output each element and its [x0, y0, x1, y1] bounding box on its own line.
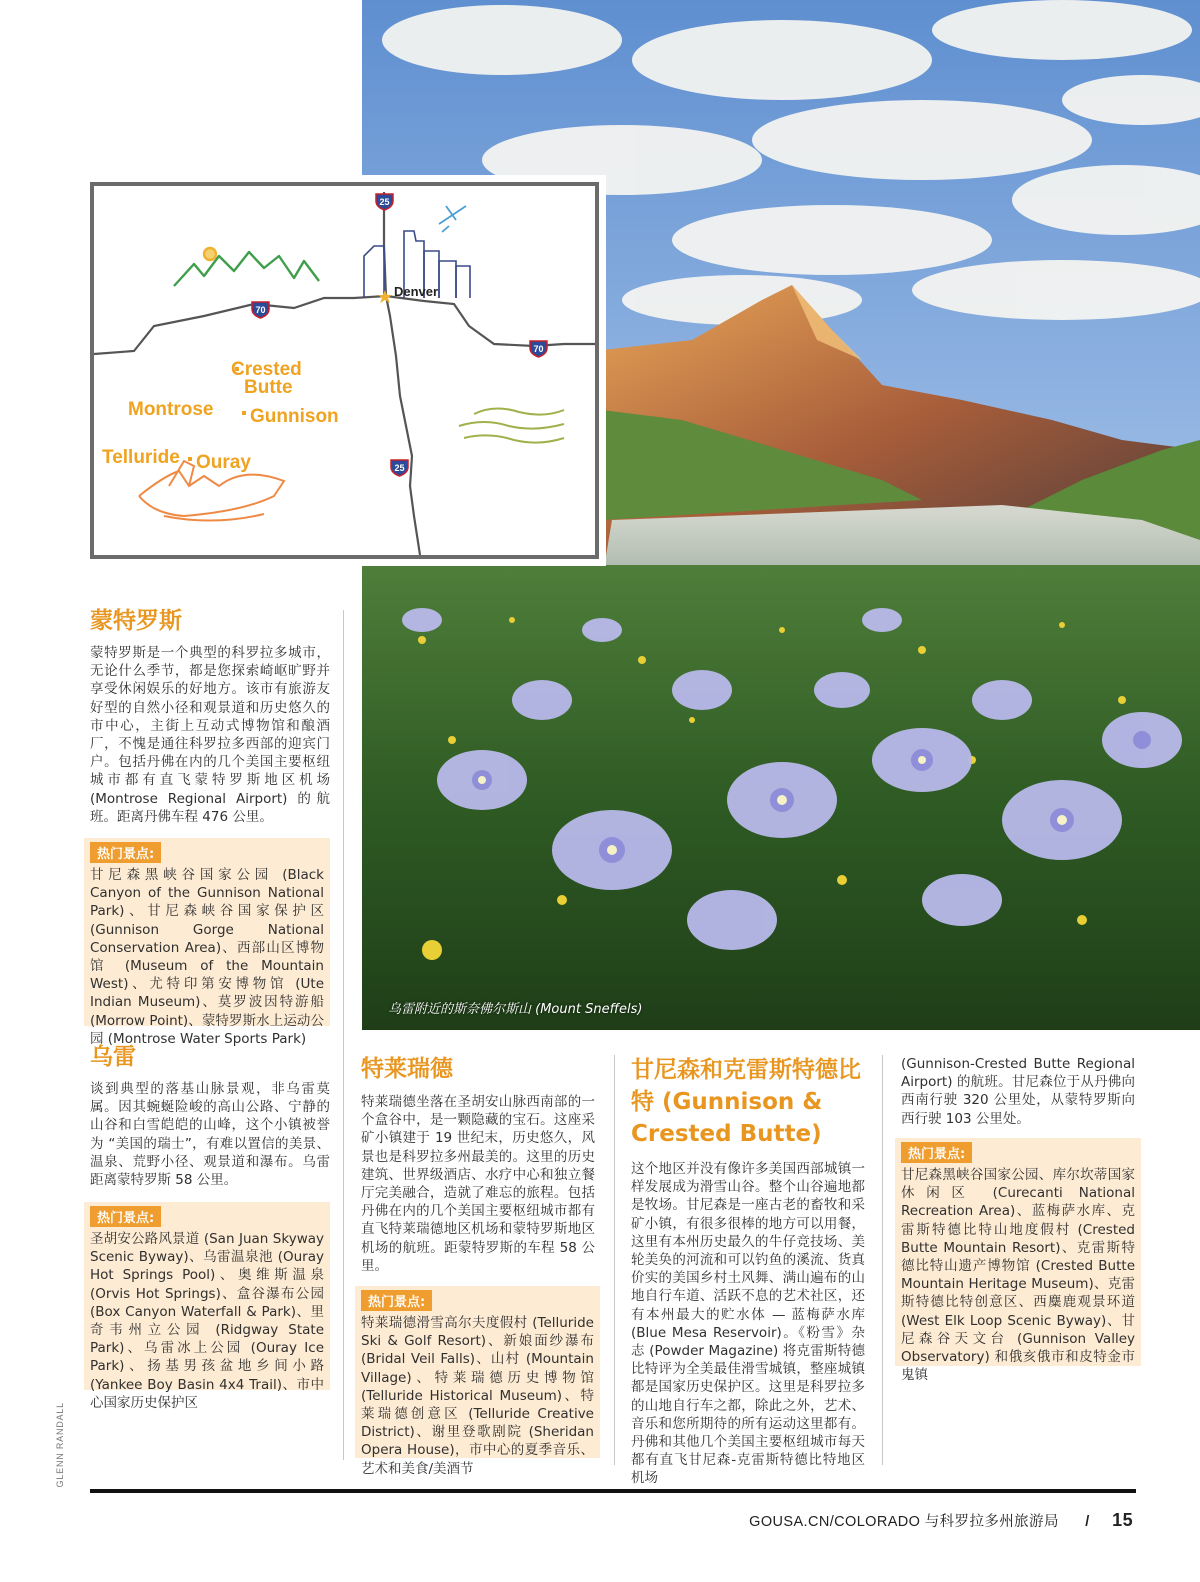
map-label-crested: Crested [231, 359, 302, 380]
section-title-montrose: 蒙特罗斯 [90, 608, 182, 634]
hot-spots-body-ouray: 圣胡安公路风景道 (San Juan Skyway Scenic Byway)、乌雷温泉池 (Ouray Hot Springs Pool)、奥维斯温泉 (Orvis Hot Springs)、盒谷瀑布公园 (Box Canyon Waterfall & Park)、里奇韦州立公园 (Ridgway State Park)、乌雷冰上公园 (Ouray Ice Park)、扬基男孩盆地乡间小路 (Yankee Boy Basin 4x4 Trail)、市中心国家历史保护区 [90, 1231, 324, 1411]
section-body-gunnison-cont: (Gunnison-Crested Butte Regional Airport) 的航班。甘尼森位于从丹佛向西南行驶 320 公里处，从蒙特罗斯向西行驶 103 公里处。 [901, 1056, 1135, 1127]
section-gunnison [631, 1054, 865, 1488]
i70-shield-right: 70 [529, 339, 548, 358]
column-divider [882, 1055, 883, 1465]
map-label-denver: Denver [394, 284, 439, 299]
hot-spots-montrose [84, 838, 330, 1047]
hot-spots-label: 热门景点: [90, 1206, 161, 1227]
map-label-telluride: Telluride [102, 447, 180, 468]
section-body-montrose: 蒙特罗斯是一个典型的科罗拉多城市，无论什么季节，都是您探索崎岖旷野并享受休闲娱乐的好地方。该市有旅游友好型的自然小径和观景道和历史悠久的市中心，主街上互动式博物馆和酿酒厂，不愧是通往科罗拉多西部的迎宾门户。包括丹佛在内的几个美国主要枢纽城市都有直飞蒙特罗斯地区机场 (Montrose Regional Airport) 的航班。距离丹佛车程 476 公里。 [90, 645, 330, 825]
hot-spots-ouray [84, 1202, 330, 1411]
map-label-ouray: Ouray [196, 452, 251, 473]
column-divider [614, 1055, 615, 1465]
photo-credit: GLENN RANDALL [55, 1402, 65, 1488]
section-body-ouray: 谈到典型的落基山脉景观，非乌雷莫属。因其蜿蜒险峻的高山公路、宁静的山谷和白雪皑皑的山峰，这个小镇被誉为 “美国的瑞士”，有难以置信的美景、温泉、荒野小径、观景道和瀑布。乌雷距离蒙特罗斯 58 公里。 [90, 1081, 330, 1189]
section-gunnison-cont [901, 1055, 1135, 1128]
i25-shield-bottom: 25 [390, 458, 409, 477]
map-label-butte: Butte [244, 377, 293, 398]
i25-shield-top: 25 [375, 192, 394, 211]
photo-caption: 乌雷附近的斯奈佛尔斯山 (Mount Sneffels) [388, 1002, 643, 1017]
map-lines [94, 186, 595, 555]
hot-spots-label: 热门景点: [361, 1290, 432, 1311]
hot-spots-label: 热门景点: [90, 842, 161, 863]
section-title-telluride: 特莱瑞德 [361, 1056, 453, 1082]
page-number: 15 [1112, 1510, 1133, 1530]
hot-spots-body-telluride: 特莱瑞德滑雪高尔夫度假村 (Telluride Ski & Golf Resort)、新娘面纱瀑布 (Bridal Veil Falls)、山村 (Mountain Village)、特莱瑞德历史博物馆 (Telluride Historical Museum)、特莱瑞德创意区 (Telluride Creative District)、谢里登歌剧院 (Sheridan Opera House)，市中心的夏季音乐、艺术和美食/美酒节 [361, 1315, 594, 1477]
hot-spots-telluride [355, 1286, 600, 1477]
footer-rule [90, 1489, 1136, 1493]
section-montrose [90, 606, 330, 826]
hot-spots-body-montrose: 甘尼森黑峡谷国家公园 (Black Canyon of the Gunnison National Park)、甘尼森峡谷国家保护区 (Gunnison Gorge National Conservation Area)、西部山区博物馆 (Museum of the Mountain West)、尤特印第安博物馆 (Ute Indian Museum)、莫罗波因特游船 (Morrow Point)、蒙特罗斯水上运动公园 (Montrose Water Sports Park) [90, 867, 324, 1047]
column-divider [343, 610, 344, 1460]
i70-shield-left: 70 [251, 300, 270, 319]
section-body-gunnison: 这个地区并没有像许多美国西部城镇一样发展成为滑雪山谷。整个山谷遍地都是牧场。甘尼森是一座古老的畜牧和采矿小镇，有很多很棒的地方可以用餐，这里有本州历史最久的牛仔竞技场、美轮美奂的河流和可以钓鱼的溪流、货真价实的美国乡村土风舞、满山遍布的山地自行车道、活跃不息的艺术社区，还有本州最大的贮水体 — 蓝梅萨水库 (Blue Mesa Reservoir)。《粉雪》杂志 (Powder Magazine) 将克雷斯特德比特评为全美最佳滑雪城镇，整座城镇都是国家历史保护区。这里是科罗拉多的山地自行车之都，除此之外，艺术、音乐和您所期待的所有运动这里都有。丹佛和其他几个美国主要枢纽城市每天都有直飞甘尼森-克雷斯特德比特地区机场 [631, 1161, 865, 1487]
section-title-gunnison: 甘尼森和克雷斯特德比特 (Gunnison & Crested Butte) [631, 1057, 861, 1147]
section-title-ouray: 乌雷 [90, 1044, 136, 1070]
map-label-gunnison: Gunnison [250, 406, 339, 427]
hot-spots-label: 热门景点: [901, 1142, 972, 1163]
section-body-telluride: 特莱瑞德坐落在圣胡安山脉西南部的一个盒谷中，是一颗隐藏的宝石。这座采矿小镇建于 19 世纪末，历史悠久，风景也是科罗拉多州最美的。这里的历史建筑、世界级酒店、水疗中心和独立餐厅完美融合，造就了难忘的旅程。包括丹佛在内的几个美国主要枢纽城市都有直飞特莱瑞德地区机场和蒙特罗斯地区机场的航班。距蒙特罗斯的车程 58 公里。 [361, 1094, 595, 1274]
section-ouray [90, 1042, 330, 1189]
hot-spots-body-gunnison: 甘尼森黑峡谷国家公园、库尔坎蒂国家休闲区 (Curecanti National Recreation Area)、蓝梅萨水库、克雷斯特德比特山地度假村 (Crested Butte Mountain Resort)、克雷斯特德比特山遗产博物馆 (Crested Butte Mountain Heritage Museum)、克雷斯特德比特创意区、西麋鹿观景环道 (West Elk Loop Scenic Byway)、甘尼森谷天文台 (Gunnison Valley Observatory) 和俄亥俄市和皮特金市鬼镇 [901, 1167, 1135, 1384]
region-map [90, 182, 599, 559]
map-label-montrose: Montrose [128, 399, 214, 420]
footer-site: GOUSA.CN/COLORADO 与科罗拉多州旅游局 [749, 1514, 1059, 1530]
footer [749, 1510, 1133, 1531]
hot-spots-gunnison [895, 1138, 1141, 1384]
footer-slash: / [1085, 1514, 1090, 1530]
section-telluride [361, 1054, 595, 1275]
